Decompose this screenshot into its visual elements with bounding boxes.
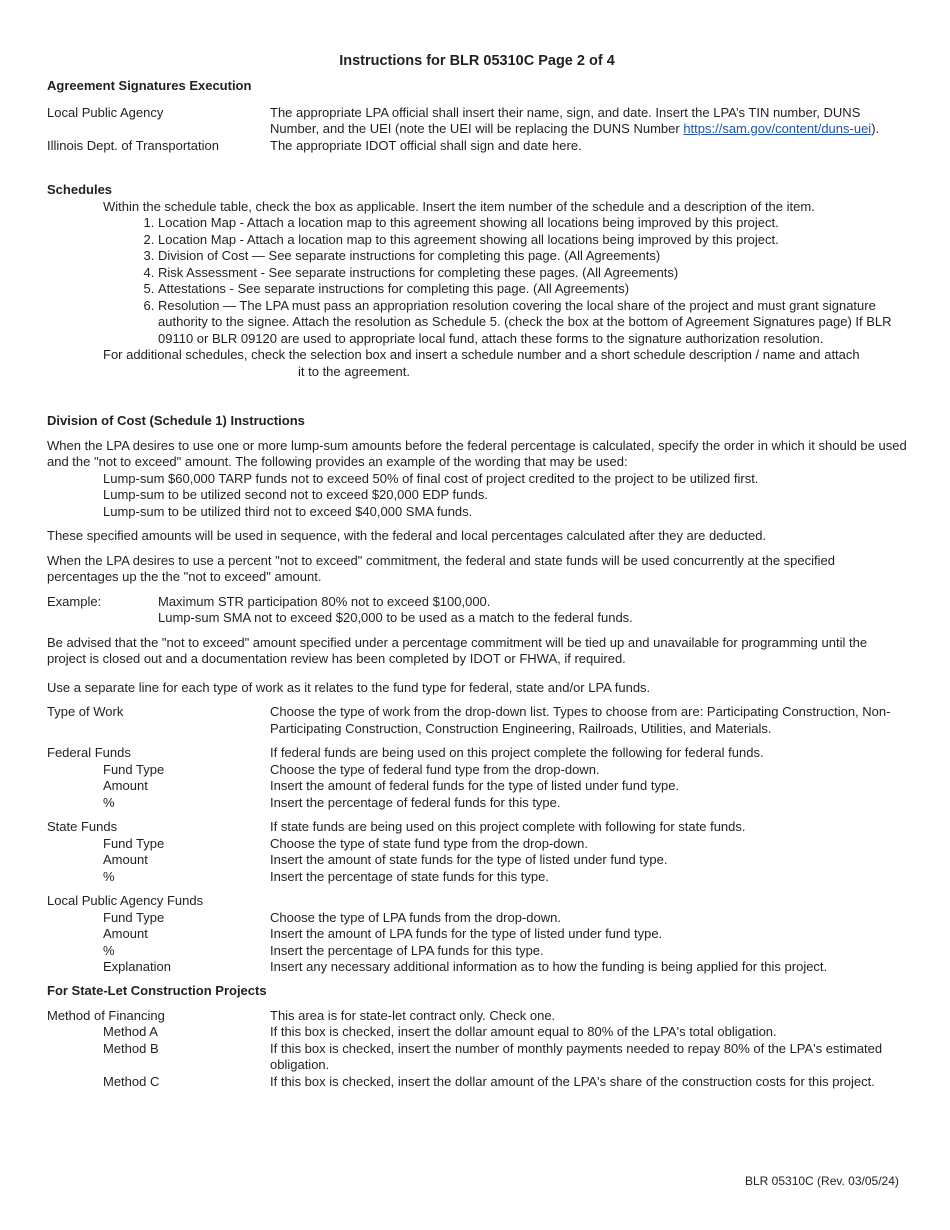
lpa-text-end: ).	[871, 121, 880, 136]
federal-percent-row	[47, 795, 907, 812]
local-fund-type-text: Choose the type of LPA funds from the drop-down.	[270, 909, 561, 925]
example-line-2: Lump-sum SMA not to exceed $20,000 to be used as a match to the federal funds.	[158, 610, 633, 625]
state-amount-text: Insert the amount of state funds for the type of listed under fund type.	[270, 852, 668, 867]
idot-label: Illinois Dept. of Transportation	[47, 137, 219, 153]
state-let-section	[47, 983, 907, 1090]
method-b-row	[47, 1041, 907, 1074]
state-label: State Funds	[47, 819, 118, 834]
page-title: Instructions for BLR 05310C Page 2 of 4	[339, 53, 615, 69]
schedules-intro: Within the schedule table, check the box as applicable. Insert the item number of the schedule and a description of the item.	[103, 198, 815, 214]
state-let-title: For State-Let Construction Projects	[47, 983, 267, 998]
lpa-text	[270, 105, 907, 138]
division-section	[47, 413, 907, 976]
local-row	[47, 893, 907, 910]
division-title: Division of Cost (Schedule 1) Instructions	[47, 413, 305, 428]
state-row	[47, 819, 907, 836]
type-of-work-text: Choose the type of work from the drop-down list. Types to choose from are: Participating Construction, Non-Participating Construction, Construction Engineering, Railroads, Utilities, and Materials.	[270, 704, 891, 736]
example-text	[158, 594, 907, 627]
federal-amount-row	[47, 778, 907, 795]
schedule-item: 5. Attestations - See separate instructions for completing this page. (All Agreements)	[158, 281, 907, 298]
local-percent-text: Insert the percentage of LPA funds for this type.	[270, 942, 544, 958]
schedule-item: 6. Resolution — The LPA must pass an appropriation resolution covering the local share of the project and must grant signature authority to the signee. Attach the resolution as Schedule 5. (check the box at the bottom of Agreement Signatures page) If BLR 09110 or BLR 09120 are used to appropriate local fund, attach these forms to the signature authorization resolution.	[158, 298, 907, 348]
sam-gov-link[interactable]: https://sam.gov/content/duns-uei	[683, 121, 872, 136]
local-percent-label: %	[103, 942, 115, 958]
mof-row	[47, 1008, 907, 1025]
schedules-additional-2: it to the agreement.	[298, 363, 411, 379]
local-explanation-label: Explanation	[103, 959, 171, 974]
division-p3: When the LPA desires to use a percent "not to exceed" commitment, the federal and state funds will be used concurrently at the specified percentages up the the "not to exceed" amount.	[47, 552, 835, 584]
state-percent-row	[47, 869, 907, 886]
method-b-text: If this box is checked, insert the number of monthly payments needed to repay 80% of the LPA's estimated obligation.	[270, 1040, 883, 1072]
state-percent-label: %	[103, 868, 115, 884]
form-id-footer: BLR 05310C (Rev. 03/05/24)	[745, 1174, 899, 1188]
local-amount-row	[47, 926, 907, 943]
federal-row	[47, 745, 907, 762]
state-text: If state funds are being used on this project complete with following for state funds.	[270, 819, 746, 834]
federal-amount-label: Amount	[103, 778, 148, 793]
federal-amount-text: Insert the amount of federal funds for the type of listed under fund type.	[270, 778, 680, 793]
local-label: Local Public Agency Funds	[47, 893, 204, 908]
division-example-1: Lump-sum $60,000 TARP funds not to exceed 50% of final cost of project credited to the project to be utilized first.	[103, 470, 759, 486]
type-of-work-row	[47, 704, 907, 737]
federal-text: If federal funds are being used on this project complete the following for federal funds.	[270, 745, 764, 760]
federal-label: Federal Funds	[47, 745, 131, 760]
method-a-text: If this box is checked, insert the dollar amount equal to 80% of the LPA's total obligation.	[270, 1024, 777, 1039]
schedules-list	[47, 215, 907, 347]
schedule-item: 2. Location Map - Attach a location map to this agreement showing all locations being improved by this project.	[158, 232, 907, 249]
idot-text: The appropriate IDOT official shall sign and date here.	[270, 137, 582, 153]
lpa-row	[47, 105, 907, 138]
local-fund-type-label: Fund Type	[103, 909, 165, 925]
federal-fund-type-row	[47, 762, 907, 779]
local-amount-label: Amount	[103, 926, 148, 941]
agreement-title: Agreement Signatures Execution	[47, 78, 252, 93]
federal-percent-text: Insert the percentage of federal funds for this type.	[270, 794, 561, 810]
local-explanation-text: Insert any necessary additional information as to how the funding is being applied for this project.	[270, 959, 828, 974]
lpa-text-body: The appropriate LPA official shall insert their name, sign, and date. Insert the LPA’s TIN number, DUNS Number, and the UEI (note the UEI will be replacing the DUNS Number	[270, 104, 861, 136]
state-fund-type-label: Fund Type	[103, 835, 165, 851]
example-line-1: Maximum STR participation 80% not to exceed $100,000.	[158, 593, 491, 609]
schedule-item: 3. Division of Cost — See separate instructions for completing this page. (All Agreements)	[158, 248, 907, 265]
division-p2: These specified amounts will be used in sequence, with the federal and local percentages calculated after they are deducted.	[47, 528, 767, 543]
division-example-3: Lump-sum to be utilized third not to exceed $40,000 SMA funds.	[103, 503, 473, 519]
schedule-item: 4. Risk Assessment - See separate instructions for completing these pages. (All Agreements)	[158, 265, 907, 282]
division-p5: Use a separate line for each type of work as it relates to the fund type for federal, state and/or LPA funds.	[47, 679, 651, 695]
idot-row	[47, 138, 907, 155]
method-a-label: Method A	[103, 1024, 158, 1039]
example-label: Example:	[47, 593, 102, 609]
state-percent-text: Insert the percentage of state funds for this type.	[270, 868, 549, 884]
state-fund-type-text: Choose the type of state fund type from the drop-down.	[270, 835, 588, 851]
schedule-item: 1. Location Map - Attach a location map to this agreement showing all locations being improved by this project.	[158, 215, 907, 232]
method-c-text: If this box is checked, insert the dollar amount of the LPA's share of the construction costs for this project.	[270, 1073, 875, 1089]
division-p4: Be advised that the "not to exceed" amount specified under a percentage commitment will be tied up and unavailable for programming until the project is closed out and a documentation review has been completed by IDOT or FHWA, if required.	[47, 634, 868, 666]
federal-fund-type-text: Choose the type of federal fund type from the drop-down.	[270, 761, 600, 777]
method-a-row	[47, 1024, 907, 1041]
schedules-additional-1: For additional schedules, check the selection box and insert a schedule number and a short schedule description / name and attach	[103, 347, 860, 362]
local-percent-row	[47, 943, 907, 960]
schedules-title: Schedules	[47, 182, 113, 197]
lpa-label: Local Public Agency	[47, 104, 164, 120]
state-amount-label: Amount	[103, 852, 148, 867]
schedules-section	[47, 182, 907, 380]
federal-fund-type-label: Fund Type	[103, 761, 165, 777]
local-explanation-row	[47, 959, 907, 976]
type-of-work-label: Type of Work	[47, 704, 124, 719]
state-fund-type-row	[47, 836, 907, 853]
mof-text: This area is for state-let contract only. Check one.	[270, 1007, 556, 1023]
division-example-2: Lump-sum to be utilized second not to exceed $20,000 EDP funds.	[103, 487, 488, 502]
method-b-label: Method B	[103, 1040, 159, 1056]
agreement-section	[47, 78, 907, 154]
state-amount-row	[47, 852, 907, 869]
federal-percent-label: %	[103, 794, 115, 810]
mof-label: Method of Financing	[47, 1007, 165, 1023]
example-row	[47, 594, 907, 627]
division-p1: When the LPA desires to use one or more lump-sum amounts before the federal percentage is calculated, specify the order in which it should be used and the "not to exceed" amount. The following provides an example of the wording that may be used:	[47, 437, 907, 469]
method-c-label: Method C	[103, 1073, 160, 1089]
local-amount-text: Insert the amount of LPA funds for the type of listed under fund type.	[270, 926, 663, 941]
local-fund-type-row	[47, 910, 907, 927]
method-c-row	[47, 1074, 907, 1091]
